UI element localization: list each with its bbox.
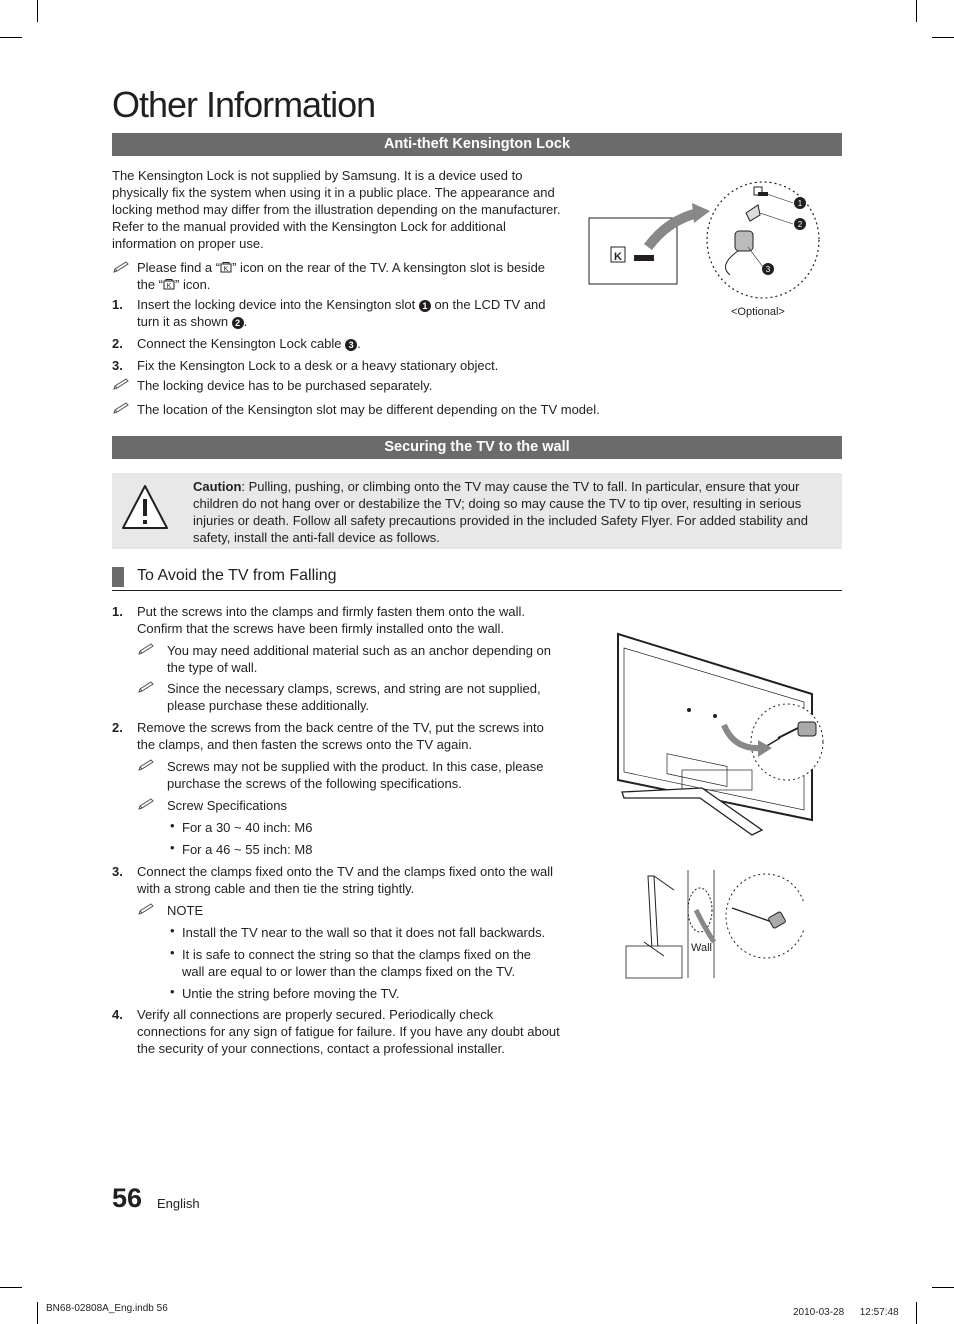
subheading xyxy=(112,566,842,591)
kensington-icon xyxy=(163,278,175,290)
step-text: Fix the Kensington Lock to a desk or a heavy stationary object. xyxy=(137,358,499,373)
caution-label: Caution xyxy=(193,479,242,494)
note-text: You may need additional material such as an anchor depending on xyxy=(167,643,552,658)
kensington-icon xyxy=(220,261,232,273)
bullet-dot: • xyxy=(170,818,175,833)
note-text: The location of the Kensington slot may be different depending on the TV model. xyxy=(137,402,600,417)
section-heading-kensington: Anti-theft Kensington Lock xyxy=(112,133,842,156)
step-text: the security of your connections, contact a professional installer. xyxy=(137,1041,505,1056)
caution-line: Caution: Pulling, pushing, or climbing onto the TV may cause the TV to fall. In particular, ensure that your xyxy=(193,479,800,494)
note-pencil-icon xyxy=(112,377,132,391)
step-text: Connect the Kensington Lock cable 3 . xyxy=(137,336,361,351)
note-pencil-icon xyxy=(137,902,157,916)
svg-text:K: K xyxy=(166,283,172,290)
figure-callout-3: 3 xyxy=(765,265,771,274)
step-text: the clamps, and then fasten the screws onto the TV again. xyxy=(137,737,473,752)
print-file-info: BN68-02808A_Eng.indb 56 xyxy=(46,1303,168,1314)
crop-mark xyxy=(932,1287,954,1288)
print-date-info: 2010-03-28 12:57:48 xyxy=(793,1307,899,1318)
step-number: 1. xyxy=(112,604,123,619)
bullet-dot: • xyxy=(170,984,175,999)
section-heading-wall: Securing the TV to the wall xyxy=(112,436,842,459)
bullet-text: It is safe to connect the string so that the clamps fixed on the xyxy=(182,947,532,962)
note-text: Since the necessary clamps, screws, and string are not supplied, xyxy=(167,681,541,696)
intro-line: locking method may differ from the illustration depending on the manufacturer. xyxy=(112,202,561,217)
note-pencil-icon xyxy=(137,642,157,656)
step-text: connections for any sign of fatigue for failure. If you have any doubt about xyxy=(137,1024,560,1039)
warning-triangle-icon xyxy=(120,483,170,533)
callout-1: 1 xyxy=(419,300,431,312)
intro-line: The Kensington Lock is not supplied by Samsung. It is a device used to xyxy=(112,168,523,183)
k-slot-label: K xyxy=(614,251,622,263)
step-text: Confirm that the screws have been firmly installed onto the wall. xyxy=(137,621,505,636)
crop-mark xyxy=(0,37,22,38)
caution-line: injuries or death. Follow all safety precautions provided in the included Safety Flyer. For added stability and xyxy=(193,513,808,528)
page-title: Other Information xyxy=(112,84,376,125)
bullet-dot: • xyxy=(170,945,175,960)
step-number: 2. xyxy=(112,720,123,735)
note-text: The locking device has to be purchased separately. xyxy=(137,378,433,393)
callout-2: 2 xyxy=(232,317,244,329)
subheading-text: To Avoid the TV from Falling xyxy=(137,567,337,584)
kensington-lock-illustration xyxy=(588,175,828,325)
note-text: Please find a “ K ” icon on the rear of the TV. A kensington slot is beside xyxy=(137,260,546,275)
note-text: please purchase these additionally. xyxy=(167,698,370,713)
intro-line: physically fix the system when using it in a public place. The appearance and xyxy=(112,185,555,200)
svg-text:K: K xyxy=(223,266,229,273)
bullet-dot: • xyxy=(170,923,175,938)
bullet-dot: • xyxy=(170,840,175,855)
step-number: 3. xyxy=(112,864,123,879)
crop-mark xyxy=(0,1287,22,1288)
caution-line: children do not hang over or destabilize the TV; doing so may cause the TV to tip over, resulting in serious xyxy=(193,496,802,511)
step-number: 2. xyxy=(112,336,123,351)
note-text: the type of wall. xyxy=(167,660,258,675)
note-text: purchase the screws of the following specifications. xyxy=(167,776,462,791)
crop-mark xyxy=(916,0,917,22)
crop-mark xyxy=(37,0,38,22)
step-text: turn it as shown 2 . xyxy=(137,314,248,329)
callout-3: 3 xyxy=(345,339,357,351)
note-label: NOTE xyxy=(167,903,204,918)
caution-box xyxy=(112,473,842,549)
intro-line: information on proper use. xyxy=(112,236,264,251)
wall-label: Wall xyxy=(691,942,712,954)
bullet-text: wall are equal to or lower than the clamps fixed on the TV. xyxy=(182,964,516,979)
bullet-text: Untie the string before moving the TV. xyxy=(182,986,400,1001)
caution-line: safety, install the anti-fall device as follows. xyxy=(193,530,440,545)
crop-mark xyxy=(932,37,954,38)
step-text: with a strong cable and then tie the string tightly. xyxy=(137,881,415,896)
bullet-text: Install the TV near to the wall so that it does not fall backwards. xyxy=(182,925,546,940)
optional-label: <Optional> xyxy=(731,306,785,318)
crop-mark xyxy=(37,1302,38,1324)
note-pencil-icon xyxy=(137,680,157,694)
crop-mark xyxy=(916,1302,917,1324)
note-pencil-icon xyxy=(112,260,132,274)
wall-strap-illustration xyxy=(624,870,804,980)
bullet-text: For a 46 ~ 55 inch: M8 xyxy=(182,842,313,857)
tv-back-illustration xyxy=(612,630,832,845)
step-text: Connect the clamps fixed onto the TV and the clamps fixed onto the wall xyxy=(137,864,553,879)
step-text: Remove the screws from the back centre of the TV, put the screws into xyxy=(137,720,544,735)
step-number: 4. xyxy=(112,1007,123,1022)
figure-callout-1: 1 xyxy=(797,199,803,208)
note-text: the “ K ” icon. xyxy=(137,277,211,292)
step-text: Insert the locking device into the Kensington slot 1 on the LCD TV and xyxy=(137,297,546,312)
step-number: 1. xyxy=(112,297,123,312)
figure-callout-2: 2 xyxy=(797,220,803,229)
intro-line: Refer to the manual provided with the Kensington Lock for additional xyxy=(112,219,506,234)
page-number: 56 xyxy=(112,1183,143,1213)
note-text: Screw Specifications xyxy=(167,798,287,813)
subheading-marker xyxy=(112,567,124,587)
step-number: 3. xyxy=(112,358,123,373)
note-pencil-icon xyxy=(137,797,157,811)
language-label: English xyxy=(157,1196,200,1211)
step-text: Verify all connections are properly secured. Periodically check xyxy=(137,1007,494,1022)
bullet-text: For a 30 ~ 40 inch: M6 xyxy=(182,820,313,835)
note-pencil-icon xyxy=(112,401,132,415)
step-text: Put the screws into the clamps and firmly fasten them onto the wall. xyxy=(137,604,526,619)
note-pencil-icon xyxy=(137,758,157,772)
note-text: Screws may not be supplied with the product. In this case, please xyxy=(167,759,544,774)
